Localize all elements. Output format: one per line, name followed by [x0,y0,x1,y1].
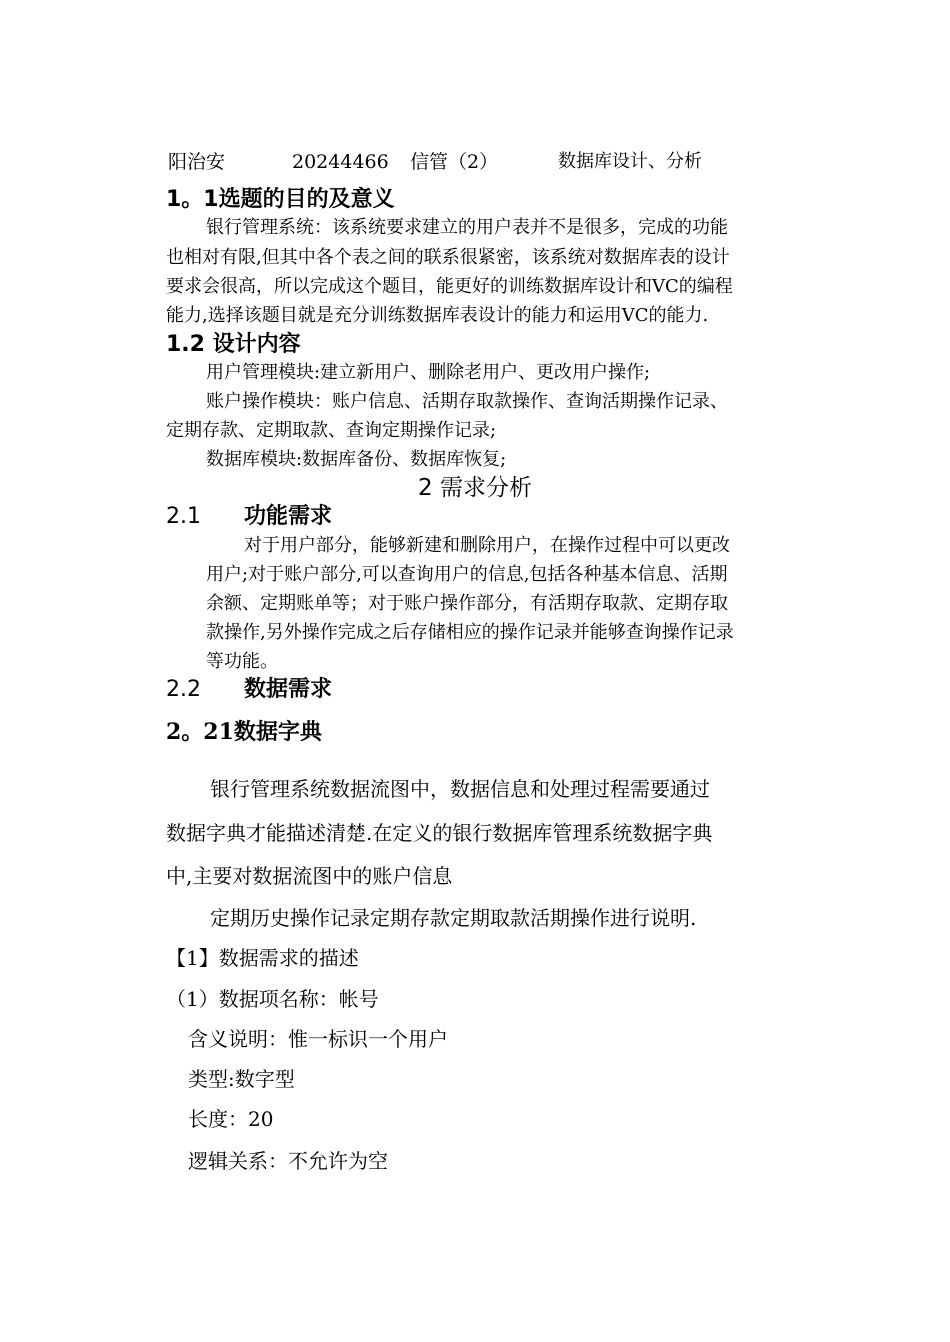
data-item-name: （1）数据项名称：帐号 [166,987,379,1011]
requirement-label: 【1】数据需求的描述 [166,946,359,970]
paragraph-line: 要求会很高，所以完成这个题目，能更好的训练数据库设计和VC的编程 [166,276,733,297]
topic-title: 数据库设计、分析 [558,151,702,172]
paragraph-line: 数据库模块:数据库备份、数据库恢复; [206,449,507,470]
paragraph-line: 账户操作模块：账户信息、活期存取款操作、查询活期操作记录、 [206,391,728,412]
section-title-2-2: 数据需求 [244,677,333,702]
section-number-2-1: 2.1 [166,504,201,529]
data-item-meaning: 含义说明：惟一标识一个用户 [188,1027,448,1051]
paragraph-line: 款操作,另外操作完成之后存储相应的操作记录并能够查询操作记录 [206,622,734,643]
paragraph-line: 对于用户部分，能够新建和删除用户，在操作过程中可以更改 [244,535,730,556]
section-number-2-2: 2.2 [166,677,201,702]
class-name: 信管（2） [410,151,499,173]
paragraph-line: 能力,选择该题目就是充分训练数据库表设计的能力和运用VC的能力. [166,305,709,326]
section-heading-2-21: 2。21数据字典 [166,719,322,745]
chapter-heading-2: 2 需求分析 [418,475,532,501]
section-heading-1-2: 1.2 设计内容 [166,332,301,357]
data-item-logic: 逻辑关系：不允许为空 [188,1149,388,1173]
paragraph-line: 用户管理模块:建立新用户、删除老用户、更改用户操作; [206,362,651,383]
paragraph-line: 定期存款、定期取款、查询定期操作记录; [166,420,497,441]
paragraph-line: 数据字典才能描述清楚.在定义的银行数据库管理系统数据字典 [166,821,713,845]
paragraph-line: 定期历史操作记录定期存款定期取款活期操作进行说明. [210,906,697,930]
paragraph-line: 中,主要对数据流图中的账户信息 [166,864,453,888]
data-item-length: 长度：20 [188,1107,274,1131]
paragraph-line: 也相对有限,但其中各个表之间的联系很紧密，该系统对数据库表的设计 [166,247,730,268]
paragraph-line: 等功能。 [206,651,278,672]
paragraph-line: 银行管理系统：该系统要求建立的用户表并不是很多，完成的功能 [206,217,728,238]
section-heading-1-1: 1。1选题的目的及意义 [166,187,395,212]
paragraph-line: 用户;对于账户部分,可以查询用户的信息,包括各种基本信息、活期 [206,564,728,585]
paragraph-line: 余额、定期账单等；对于账户操作部分，有活期存取款、定期存取 [206,593,728,614]
section-title-2-1: 功能需求 [244,504,333,529]
student-id: 20244466 [292,151,389,173]
paragraph-line: 银行管理系统数据流图中，数据信息和处理过程需要通过 [210,777,710,801]
author-name: 阳治安 [168,151,226,173]
data-item-type: 类型:数字型 [188,1067,295,1091]
